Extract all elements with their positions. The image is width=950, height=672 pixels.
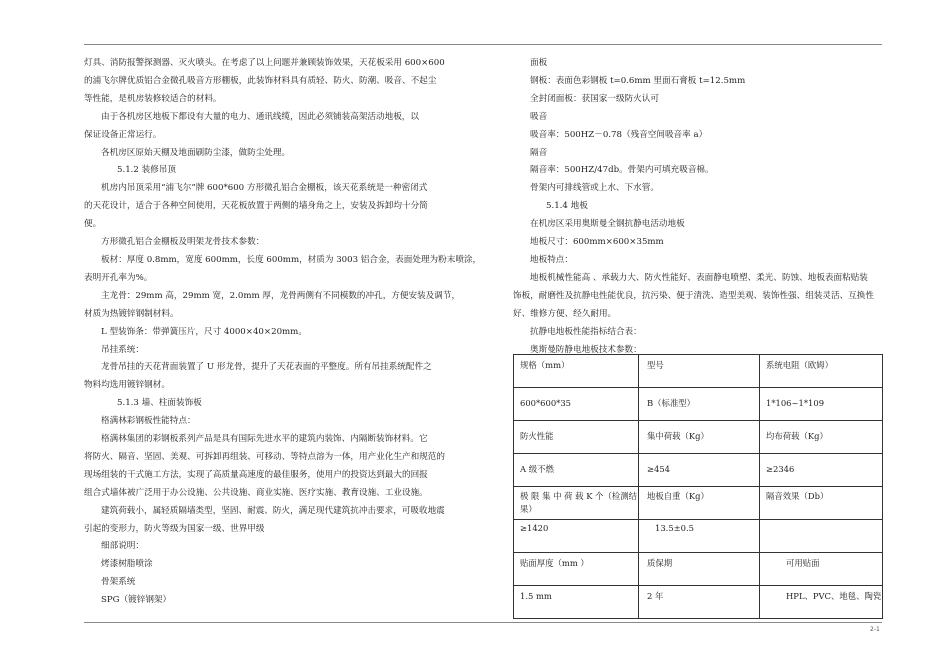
table-cell [639, 388, 760, 421]
text-line: 钢板：表面色彩钢板 t=0.6mm 里面石膏板 t=12.5mm [530, 75, 746, 86]
cell-text: A 级不燃 [520, 464, 554, 474]
text-line: 吸音 [530, 111, 548, 122]
table-cell [760, 487, 883, 520]
table-row [514, 520, 883, 553]
text-line: 吊挂系统： [101, 344, 144, 355]
text-line: 细部说明： [101, 541, 144, 552]
text-line: 骨架内可排线管或上水、下水管。 [530, 183, 659, 194]
text-line: 龙骨吊挂的天花背面装置了 U 形龙骨，提升了天花表面的平整度。所有吊挂系统配件之 [101, 362, 432, 373]
floor-spec-table [513, 354, 883, 619]
page-number: 2-1 [870, 626, 880, 633]
table-row [514, 355, 883, 388]
cell-text: ≥2346 [766, 464, 795, 474]
table-cell [760, 553, 883, 586]
table-cell [639, 586, 760, 619]
table-cell: 型号 [639, 355, 760, 388]
text-line: 好、维修方便、经久耐用。 [513, 308, 617, 319]
cell-text: 均布荷载（Kg） [766, 431, 828, 441]
bottom-rule [84, 622, 882, 623]
text-line: 灯具、消防报警探测器、灭火喷头。在考虑了以上问题并兼顾装饰效果，天花板采用 600×600 [84, 58, 445, 68]
table-cell [514, 421, 639, 454]
cell-text: 1*106~1*109 [766, 398, 825, 408]
right-column [513, 55, 883, 359]
table-cell [760, 586, 883, 619]
table-row [514, 421, 883, 454]
text-line: 地板特点： [530, 254, 573, 265]
cell-text: 质保期 [647, 558, 673, 568]
text-line: 抗静电地板性能指标结合表： [530, 326, 642, 337]
text-line: L 型装饰条：带弹簧压片，尺寸 4000×40×20mm。 [101, 326, 307, 337]
cell-text: ≥1420 [520, 523, 549, 533]
text-line: 吸音率：500HZ－0.78（残音空间吸音率 a） [530, 129, 708, 140]
table-cell [639, 454, 760, 487]
text-line: 全封闭面板：获国家一级防火认可 [530, 93, 659, 104]
text-line: 格满林集团的彩钢板系列产品是具有国际先进水平的建筑内装饰、内隔断装饰材料。它 [101, 434, 428, 445]
text-line: 隔音 [530, 147, 548, 158]
text-line: 隔音率：500HZ/47db。骨架内可填充吸音棉。 [530, 165, 714, 176]
text-line: 地板机械性能高 、承载力大、防火性能好、表面静电喷塑、柔光、防蚀、地板表面粘贴装 [530, 272, 868, 283]
section-heading: 5.1.4 地板 [546, 201, 588, 212]
cell-text: 隔音效果（Db） [766, 491, 829, 501]
text-line: 材质为热镀锌钢制材料。 [84, 308, 179, 319]
text-line: 组合式墙体被广泛用于办公设施、公共设施、商业实施、医疗实施、教育设施、工业设施。 [84, 487, 428, 498]
text-line: 在机房区采用奥斯曼全钢抗静电活动地板 [530, 219, 685, 230]
cell-text: 1.5 mm [520, 591, 552, 601]
text-line: 方形微孔铝合金棚板及明架龙骨技术参数： [101, 237, 265, 248]
cell-text: 2 年 [647, 591, 664, 601]
cell-text: 防火性能 [520, 431, 554, 441]
text-line: SPG（镀锌钢架） [101, 595, 172, 606]
cell-text: 极 限 集 中 荷 载 K 个（检测结果） [520, 491, 638, 514]
table-cell [639, 520, 760, 553]
text-line: 地板尺寸：600mm×600×35mm [530, 237, 664, 248]
cell-text: HPL、PVC、地毯、陶瓷 [786, 591, 882, 601]
top-rule [84, 44, 882, 45]
cell-text [766, 520, 882, 529]
text-line: 现场组装的干式施工方法，实现了高质量高速度的最佳服务，使用户的投资达到最大的回报 [84, 469, 428, 480]
text-line: 建筑荷载小，属轻质隔墙类型，坚固、耐震、防火，满足现代建筑抗冲击要求，可吸收地震 [101, 505, 445, 516]
cell-text: 可用贴面 [786, 558, 820, 568]
table-row [514, 553, 883, 586]
text-line: 保证设备正常运行。 [84, 129, 162, 140]
text-line: 表明开孔率为%。 [84, 272, 153, 283]
section-heading: 5.1.2 装修吊顶 [117, 165, 176, 176]
text-line: 由于各机房区地板下都设有大量的电力、通讯线缆，因此必须铺装高架活动地板，以 [101, 111, 419, 122]
table-cell [760, 421, 883, 454]
table-cell [514, 520, 639, 553]
cell-text: 贴面厚度（mm ） [520, 558, 589, 568]
table-row [514, 586, 883, 619]
text-line: 主龙骨：29mm 高，29mm 宽，2.0mm 厚，龙骨两侧有不同模数的冲孔，方便安装及调节， [101, 290, 461, 301]
text-line: 格满林彩钢板性能特点： [101, 416, 196, 427]
left-column [84, 55, 482, 610]
table-row [514, 454, 883, 487]
section-heading: 5.1.3 墙、柱面装饰板 [117, 398, 202, 409]
cell-text: B（标准型） [647, 398, 696, 408]
text-line: 的天花设计，适合于各种空间使用，天花板放置于两侧的墙身角之上，安装及拆卸均十分简 [84, 201, 428, 212]
table-cell [514, 553, 639, 586]
cell-text: 13.5±0.5 [655, 523, 694, 533]
text-line: 各机房区原始天棚及地面刷防尘漆，做防尘处理。 [101, 147, 291, 158]
table-cell [514, 586, 639, 619]
text-line: 骨架系统 [101, 577, 136, 588]
table-cell [514, 454, 639, 487]
text-line: 物料均选用镀锌钢材。 [84, 380, 170, 391]
cell-text: 地板自重（Kg） [647, 491, 709, 501]
table-row [514, 388, 883, 421]
text-line: 面板 [530, 58, 548, 68]
text-line: 奥斯曼防静电地板技术参数： [530, 344, 642, 355]
cell-text: 600*600*35 [520, 398, 572, 408]
text-line: 机房内吊顶采用“浦飞尔”牌 600*600 方形微孔铝合金棚板，该天花系统是一种密闭式 [101, 183, 428, 194]
table-cell [639, 553, 760, 586]
table-cell [760, 520, 883, 553]
table-row [514, 487, 883, 520]
text-line: 烤漆树脂喷涂 [101, 559, 153, 570]
cell-text: 集中荷载（Kg） [647, 431, 709, 441]
text-line: 将防火、隔音、坚固、美观、可拆卸再组装、可移动、等特点溶为一体，用产业化生产和规范的 [84, 451, 445, 462]
text-line: 的浦飞尔牌优质铝合金微孔吸音方形棚板，此装饰材料具有质轻、防火、防潮、吸音、不起尘 [84, 75, 437, 86]
text-line: 饰板，耐磨性及抗静电性能优良，抗污染、便于清洗、造型美观、装饰性强、组装灵活、互换性 [513, 290, 874, 301]
table-cell: 系统电阻（欧姆） [760, 355, 883, 388]
text-line: 便。 [84, 219, 102, 230]
table-cell [639, 487, 760, 520]
table-cell [514, 487, 639, 520]
cell-text: ≥454 [647, 464, 671, 474]
text-line: 引起的变形力，防火等级为国家一级、世界甲级 [84, 523, 265, 534]
table-cell [514, 388, 639, 421]
table-cell [760, 454, 883, 487]
table-cell [639, 421, 760, 454]
text-line: 板材：厚度 0.8mm，宽度 600mm，长度 600mm，材质为 3003 铝合金，表面处理为粉末喷涂， [101, 254, 482, 265]
table-cell: 规格（mm） [514, 355, 639, 388]
table-cell [760, 388, 883, 421]
text-line: 等性能，是机房装修较适合的材料。 [84, 93, 222, 104]
